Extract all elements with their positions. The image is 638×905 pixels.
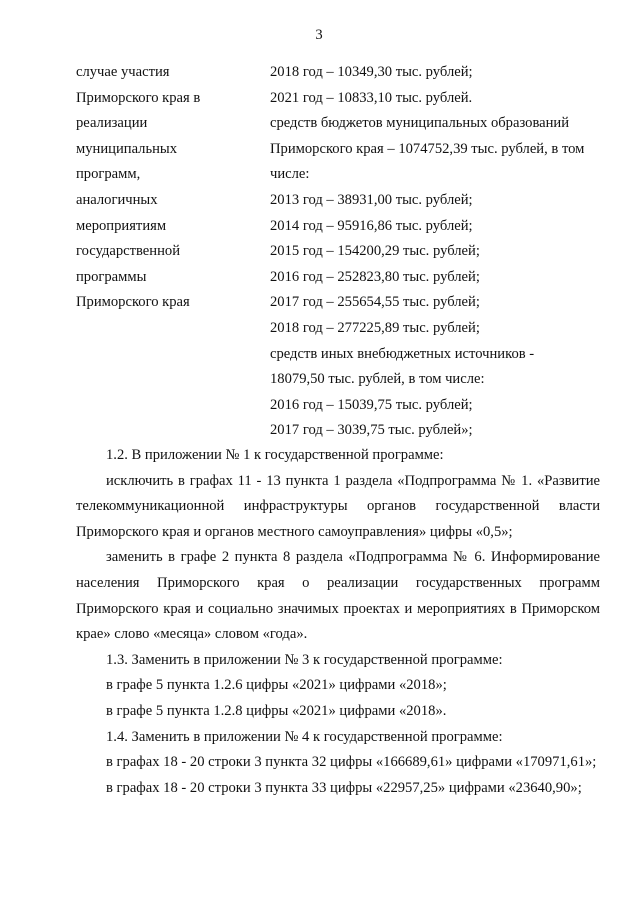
paragraph-1-2: 1.2. В приложении № 1 к государственной программе: (106, 447, 444, 463)
page-number: 3 (315, 27, 323, 43)
paragraph-replace: заменить в графе 2 пункта 8 раздела «Подпрограмма № 6. Информирование населения Приморского края о реализации государственных программ Приморского края и социально значимых проектах и мероприятиях в Приморском крае» слово «месяца» словом «года». (76, 549, 600, 643)
funding-line: 2018 год – 277225,89 тыс. рублей; (270, 319, 480, 336)
funding-line: 18079,50 тыс. рублей, в том числе: (270, 371, 485, 388)
paragraph-1-4: 1.4. Заменить в приложении № 4 к государственной программе: (106, 728, 503, 745)
left-column-line: мероприятиям (76, 217, 167, 234)
table-right-column (270, 60, 615, 444)
funding-line: 2015 год – 154200,29 тыс. рублей; (270, 243, 480, 260)
funding-line: 2016 год – 15039,75 тыс. рублей; (270, 396, 473, 413)
funding-line: Приморского края – 1074752,39 тыс. рублей, в том (270, 140, 585, 157)
left-column-line: реализации (76, 115, 148, 132)
left-column-line: аналогичных (76, 191, 158, 208)
document-body (76, 443, 600, 801)
left-column-line: государственной (76, 243, 181, 260)
left-column-line: программ, (76, 166, 141, 183)
funding-line: 2018 год – 10349,30 тыс. рублей; (270, 64, 473, 80)
left-column-line: муниципальных (76, 140, 178, 157)
funding-line: средств бюджетов муниципальных образований (270, 115, 570, 132)
funding-line: 2013 год – 38931,00 тыс. рублей; (270, 191, 473, 208)
paragraph-1-3: 1.3. Заменить в приложении № 3 к государственной программе: (106, 651, 503, 668)
paragraph-item-33: в графах 18 - 20 строки 3 пункта 33 цифры «22957,25» цифрами «23640,90»; (106, 779, 582, 796)
funding-line: 2017 год – 3039,75 тыс. рублей»; (270, 422, 473, 439)
funding-line: 2017 год – 255654,55 тыс. рублей; (270, 294, 480, 311)
left-column-line: случае участия (76, 64, 170, 80)
funding-line: средств иных внебюджетных источников - (270, 345, 535, 362)
table-left-column (76, 60, 246, 316)
left-column-line: Приморского края в (76, 89, 201, 106)
funding-line: числе: (270, 166, 310, 183)
paragraph-item-1-2-8: в графе 5 пункта 1.2.8 цифры «2021» цифрами «2018». (106, 702, 447, 719)
paragraph-item-1-2-6: в графе 5 пункта 1.2.6 цифры «2021» цифрами «2018»; (106, 677, 447, 694)
left-column-line: Приморского края (76, 294, 190, 311)
funding-line: 2014 год – 95916,86 тыс. рублей; (270, 217, 473, 234)
left-column-line: программы (76, 268, 147, 285)
paragraph-item-32: в графах 18 - 20 строки 3 пункта 32 цифры «166689,61» цифрами «170971,61»; (106, 754, 597, 771)
funding-line: 2021 год – 10833,10 тыс. рублей. (270, 89, 473, 106)
funding-line: 2016 год – 252823,80 тыс. рублей; (270, 268, 480, 285)
paragraph-exclude: исключить в графах 11 - 13 пункта 1 раздела «Подпрограмма № 1. «Развитие телекоммуникационной инфраструктуры органов государственной власти Приморского края и органов местного самоуправления» цифры «0,5»; (76, 472, 600, 540)
